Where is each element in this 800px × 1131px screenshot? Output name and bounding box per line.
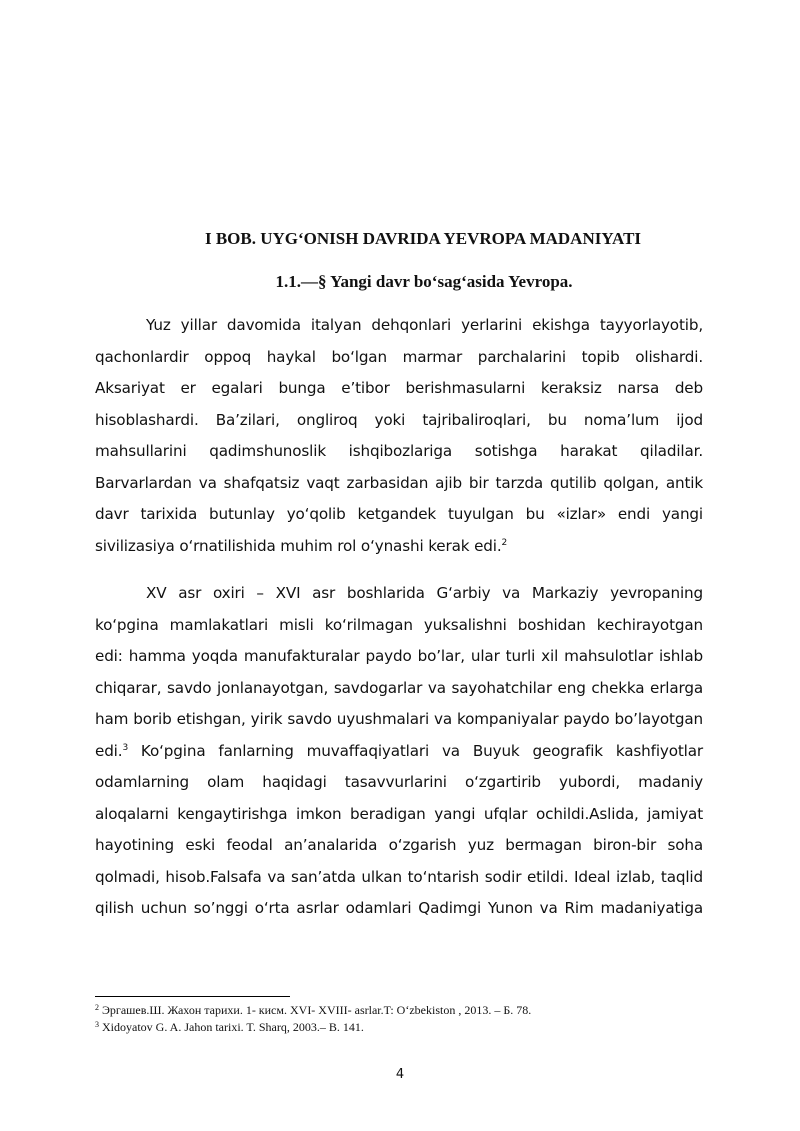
- paragraph-line: ham borib etishgan, yirik savdo uyushmalari va kompaniyalar paydo bo’layotgan: [95, 710, 703, 728]
- paragraph-line: Aksariyat er egalari bunga e’tibor berishmasularni keraksiz narsa deb: [95, 379, 703, 397]
- paragraph-line: edi: hamma yoqda manufakturalar paydo bo’lar, ular turli xil mahsulotlar ishlab: [95, 647, 703, 665]
- section-title: 1.1.—§ Yangi davr bo‘sag‘asida Yevropa.: [275, 272, 573, 291]
- paragraph-line: hisoblashardi. Ba’zilari, ongliroq yoki tajribaliroqlari, bu noma’lum ijod: [95, 410, 703, 429]
- footnote-number: 3: [95, 1020, 99, 1029]
- paragraph-line: Yuz yillar davomida italyan dehqonlari yerlarini ekishga tayyorlayotib,: [146, 316, 703, 334]
- paragraph-line: aloqalarni kengaytirishga imkon beradigan yangi ufqlar ochildi.Aslida, jamiyat: [95, 804, 703, 823]
- paragraph-line: odamlarning olam haqidagi tasavvurlarini o‘zgartirib yubordi, madaniy: [95, 773, 703, 791]
- footnote-text: Xidoyatov G. A. Jahon tarixi. T. Sharq, 2003.– B. 141.: [102, 1020, 364, 1034]
- page-number: 4: [395, 1067, 405, 1082]
- paragraph-line: XV asr oxiri – XVI asr boshlarida G‘arbiy va Markaziy yevropaning: [146, 584, 703, 602]
- footnote-text: Эргашев.Ш. Жахон тарихи. 1- кисм. XVI- XVIII- asrlar.T: O‘zbekiston , 2013. – Б. 78.: [102, 1003, 532, 1017]
- paragraph-line: qolmadi, hisob.Falsafa va san’atda ulkan to‘ntarish sodir etildi. Ideal izlab, taqlid: [95, 867, 703, 886]
- paragraph-line-text: sivilizasiya o‘rnatilishida muhim rol o‘ynashi kerak edi.: [95, 536, 502, 555]
- paragraph-line: hayotining eski feodal an’analarida o‘zgarish yuz bermagan biron-bir soha: [95, 836, 703, 854]
- paragraph-1: [95, 310, 703, 562]
- footnote-item: [95, 1002, 715, 1019]
- paragraph-line: Barvarlardan va shafqatsiz vaqt zarbasidan ajib bir tarzda qutilib qolgan, antik: [95, 473, 703, 492]
- footnotes: [95, 1002, 715, 1036]
- paragraph-line: [95, 531, 703, 563]
- paragraph-line-text: edi.: [95, 741, 123, 760]
- footnote-reference[interactable]: 2: [501, 537, 508, 548]
- paragraph-line: qachonlardir oppoq haykal bo‘lgan marmar parchalarini topib olishardi.: [95, 347, 703, 366]
- paragraph-line: [95, 736, 703, 768]
- paragraph-line: mahsullarini qadimshunoslik ishqibozlariga sotishga harakat qiladilar.: [95, 442, 703, 460]
- paragraph-2: [95, 578, 703, 925]
- paragraph-line: qilish uchun so’nggi o‘rta asrlar odamlari Qadimgi Yunon va Rim madaniyatiga: [95, 899, 703, 917]
- paragraph-line: davr tarixida butunlay yo‘qolib ketgandek tuyulgan bu «izlar» endi yangi: [95, 505, 703, 523]
- paragraph-line: ko‘pgina mamlakatlari misli ko‘rilmagan yuksalishni boshidan kechirayotgan: [95, 615, 703, 634]
- paragraph-line: chiqarar, savdo jonlanayotgan, savdogarlar va sayohatchilar eng chekka erlarga: [95, 678, 703, 697]
- footnote-reference[interactable]: 3: [122, 742, 129, 753]
- paragraph-line-text: Ko‘pgina fanlarning muvaffaqiyatlari va Buyuk geografik kashfiyotlar: [128, 741, 703, 760]
- chapter-title: I BOB. UYG‘ONISH DAVRIDA YEVROPA MADANIYATI: [204, 229, 642, 248]
- footnote-item: [95, 1019, 715, 1036]
- footnote-number: 2: [95, 1003, 99, 1012]
- footnote-separator: [95, 996, 290, 997]
